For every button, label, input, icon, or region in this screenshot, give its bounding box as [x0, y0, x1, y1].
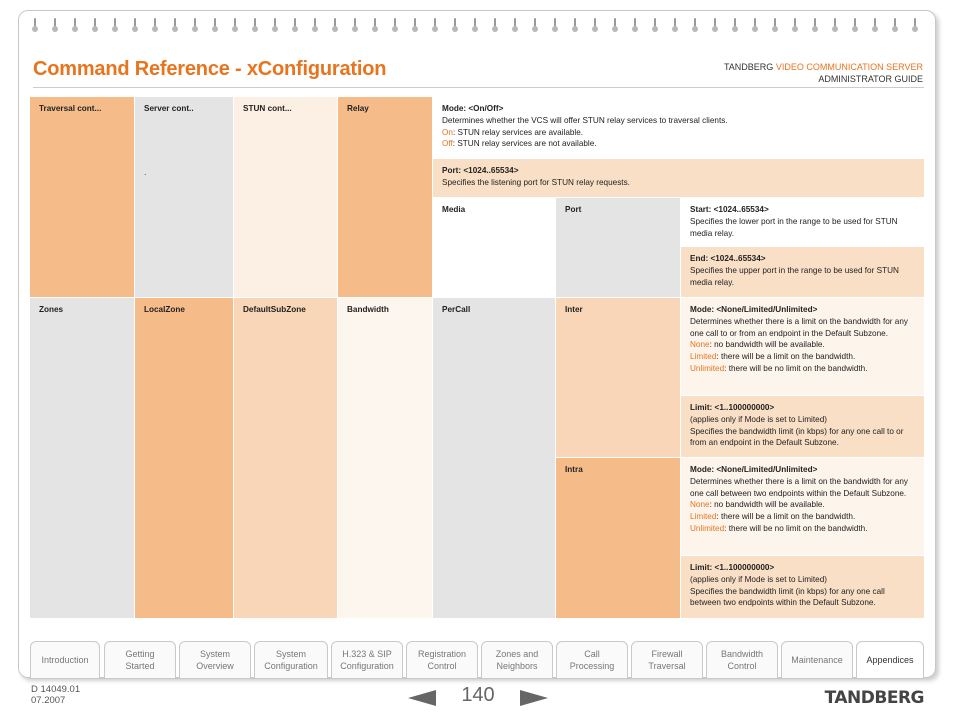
cell-relay-label: Relay [347, 104, 369, 113]
binding-ring [494, 18, 496, 30]
cell-media [433, 198, 555, 297]
binding-ring [334, 18, 336, 30]
cell-bandwidth [338, 298, 432, 618]
port-end-text: Specifies the upper port in the range to be used for STUN media relay. [690, 265, 899, 287]
cell-defaultsubzone [234, 298, 337, 618]
binding-ring [214, 18, 216, 30]
relay-port-desc [433, 159, 924, 197]
cell-server-dot: . [144, 168, 147, 177]
relay-port-text: Specifies the listening port for STUN relay requests. [442, 177, 630, 187]
port-start-text: Specifies the lower port in the range to be used for STUN media relay. [690, 216, 898, 238]
cell-defaultsubzone-label: DefaultSubZone [243, 305, 306, 314]
intra-mode-desc [681, 458, 924, 555]
binding-ring [874, 18, 876, 30]
relay-mode-title: Mode: <On/Off> [442, 104, 504, 113]
page-title: Command Reference - xConfiguration [33, 58, 387, 80]
cell-port [556, 198, 680, 297]
brand-product: VIDEO COMMUNICATION SERVER [775, 62, 923, 72]
port-start-title: Start: <1024..65534> [690, 205, 769, 214]
tab-h323-sip[interactable]: H.323 & SIP Configuration [331, 641, 403, 679]
inter-mode-option-unlimited: Unlimited: there will be no limit on the bandwidth. [690, 363, 868, 373]
cell-intra-label: Intra [565, 465, 583, 474]
binding-ring [54, 18, 56, 30]
binding-ring [254, 18, 256, 30]
cell-server [135, 97, 233, 297]
binding-ring [574, 18, 576, 30]
cell-percall [433, 298, 555, 618]
tab-maintenance[interactable]: Maintenance [781, 641, 853, 679]
inter-mode-title: Mode: <None/Limited/Unlimited> [690, 305, 818, 314]
cell-localzone-label: LocalZone [144, 305, 185, 314]
cell-port-label: Port [565, 205, 582, 214]
binding-ring [174, 18, 176, 30]
tab-registration-control[interactable]: Registration Control [406, 641, 478, 679]
inter-mode-option-limited: Limited: there will be a limit on the bandwidth. [690, 352, 856, 362]
tab-firewall-traversal[interactable]: Firewall Traversal [631, 641, 703, 679]
cell-media-label: Media [442, 205, 466, 214]
intra-limit-desc [681, 556, 924, 618]
binding-ring [754, 18, 756, 30]
product-line [724, 61, 923, 73]
intra-mode-title: Mode: <None/Limited/Unlimited> [690, 465, 818, 474]
binding-ring [74, 18, 76, 30]
binding-ring [134, 18, 136, 30]
relay-port-title: Port: <1024..65534> [442, 166, 519, 175]
intra-limit-title: Limit: <1..100000000> [690, 563, 775, 572]
next-page-icon[interactable] [520, 690, 548, 706]
cell-percall-label: PerCall [442, 305, 471, 314]
binding-ring [294, 18, 296, 30]
tandberg-logo: TANDBERG [824, 688, 924, 708]
cell-traversal-label: Traversal cont... [39, 104, 102, 113]
binding-ring [694, 18, 696, 30]
tab-appendices[interactable]: Appendices [856, 641, 924, 679]
binding-ring [854, 18, 856, 30]
document-number: D 14049.01 [31, 684, 81, 695]
binding-ring [274, 18, 276, 30]
page-number: 140 [461, 684, 495, 706]
inter-mode-option-none: None: no bandwidth will be available. [690, 340, 825, 350]
binding-ring [734, 18, 736, 30]
port-start-desc [681, 198, 924, 246]
binding-ring [714, 18, 716, 30]
binding-ring [674, 18, 676, 30]
intra-mode-option-limited: Limited: there will be a limit on the bandwidth. [690, 512, 856, 522]
cell-bandwidth-label: Bandwidth [347, 305, 389, 314]
binding-ring [514, 18, 516, 30]
binding-ring [94, 18, 96, 30]
binding-ring [554, 18, 556, 30]
binding-ring [774, 18, 776, 30]
binding-ring [114, 18, 116, 30]
binding-ring [634, 18, 636, 30]
cell-intra [556, 458, 680, 618]
binding-ring [194, 18, 196, 30]
tab-bandwidth-control[interactable]: Bandwidth Control [706, 641, 778, 679]
intra-mode-text: Determines whether there is a limit on the bandwidth for any one call between two endpoints within the Default Subzone. [690, 476, 908, 498]
cell-server-label: Server cont.. [144, 104, 194, 113]
relay-mode-option-on: On: STUN relay services are available. [442, 127, 584, 137]
cell-zones-label: Zones [39, 305, 64, 314]
relay-mode-text: Determines whether the VCS will offer STUN relay services to traversal clients. [442, 115, 728, 125]
binding-ring [34, 18, 36, 30]
binding-ring [894, 18, 896, 30]
inter-limit-text: Specifies the bandwidth limit (in kbps) for any one call to or from an endpoint in the Default Subzone. [690, 426, 904, 448]
relay-mode-desc [433, 97, 924, 158]
cell-traversal [30, 97, 134, 297]
tab-getting-started[interactable]: Getting Started [104, 641, 176, 679]
binding-ring [374, 18, 376, 30]
tab-call-processing[interactable]: Call Processing [556, 641, 628, 679]
cell-localzone [135, 298, 233, 618]
inter-limit-note: (applies only if Mode is set to Limited) [690, 414, 827, 424]
binding-ring [354, 18, 356, 30]
intra-limit-text: Specifies the bandwidth limit (in kbps) for any one call between two endpoints within the Default Subzone. [690, 586, 885, 608]
binding-ring [314, 18, 316, 30]
binding-ring [394, 18, 396, 30]
binding-ring [834, 18, 836, 30]
tab-system-configuration[interactable]: System Configuration [254, 641, 328, 679]
inter-mode-desc [681, 298, 924, 395]
binding-ring [914, 18, 916, 30]
binding-ring [454, 18, 456, 30]
binding-ring [414, 18, 416, 30]
brand-prefix: TANDBERG [723, 62, 774, 72]
guide-name: ADMINISTRATOR GUIDE [818, 74, 923, 84]
cell-zones [30, 298, 134, 618]
binding-ring [794, 18, 796, 30]
intra-mode-option-unlimited: Unlimited: there will be no limit on the bandwidth. [690, 523, 868, 533]
binding-ring [154, 18, 156, 30]
tab-system-overview[interactable]: System Overview [179, 641, 251, 679]
tab-baseline [30, 678, 924, 679]
cell-relay [338, 97, 432, 297]
binding-rings [34, 18, 924, 32]
binding-ring [594, 18, 596, 30]
binding-ring [814, 18, 816, 30]
binding-ring [534, 18, 536, 30]
binding-ring [654, 18, 656, 30]
inter-limit-desc [681, 396, 924, 457]
binding-ring [434, 18, 436, 30]
cell-stun-label: STUN cont... [243, 104, 292, 113]
intra-mode-option-none: None: no bandwidth will be available. [690, 500, 825, 510]
binding-ring [474, 18, 476, 30]
cell-stun [234, 97, 337, 297]
relay-mode-option-off: Off: STUN relay services are not available. [442, 139, 597, 149]
tab-zones-neighbors[interactable]: Zones and Neighbors [481, 641, 553, 679]
previous-page-icon[interactable] [408, 690, 436, 706]
binding-ring [614, 18, 616, 30]
title-divider [33, 87, 924, 88]
section-tabs [30, 641, 924, 681]
port-end-title: End: <1024..65534> [690, 254, 766, 263]
binding-ring [234, 18, 236, 30]
page-navigation [408, 686, 548, 710]
port-end-desc [681, 247, 924, 297]
guide-header [724, 61, 923, 85]
inter-mode-text: Determines whether there is a limit on the bandwidth for any one call to or from an endpoint in the Default Subzone. [690, 316, 908, 338]
cell-inter-label: Inter [565, 305, 583, 314]
inter-limit-title: Limit: <1..100000000> [690, 403, 775, 412]
document-info [31, 684, 80, 706]
intra-limit-note: (applies only if Mode is set to Limited) [690, 574, 827, 584]
cell-inter [556, 298, 680, 457]
tab-introduction[interactable]: Introduction [30, 641, 100, 679]
document-date: 07.2007 [31, 695, 66, 706]
